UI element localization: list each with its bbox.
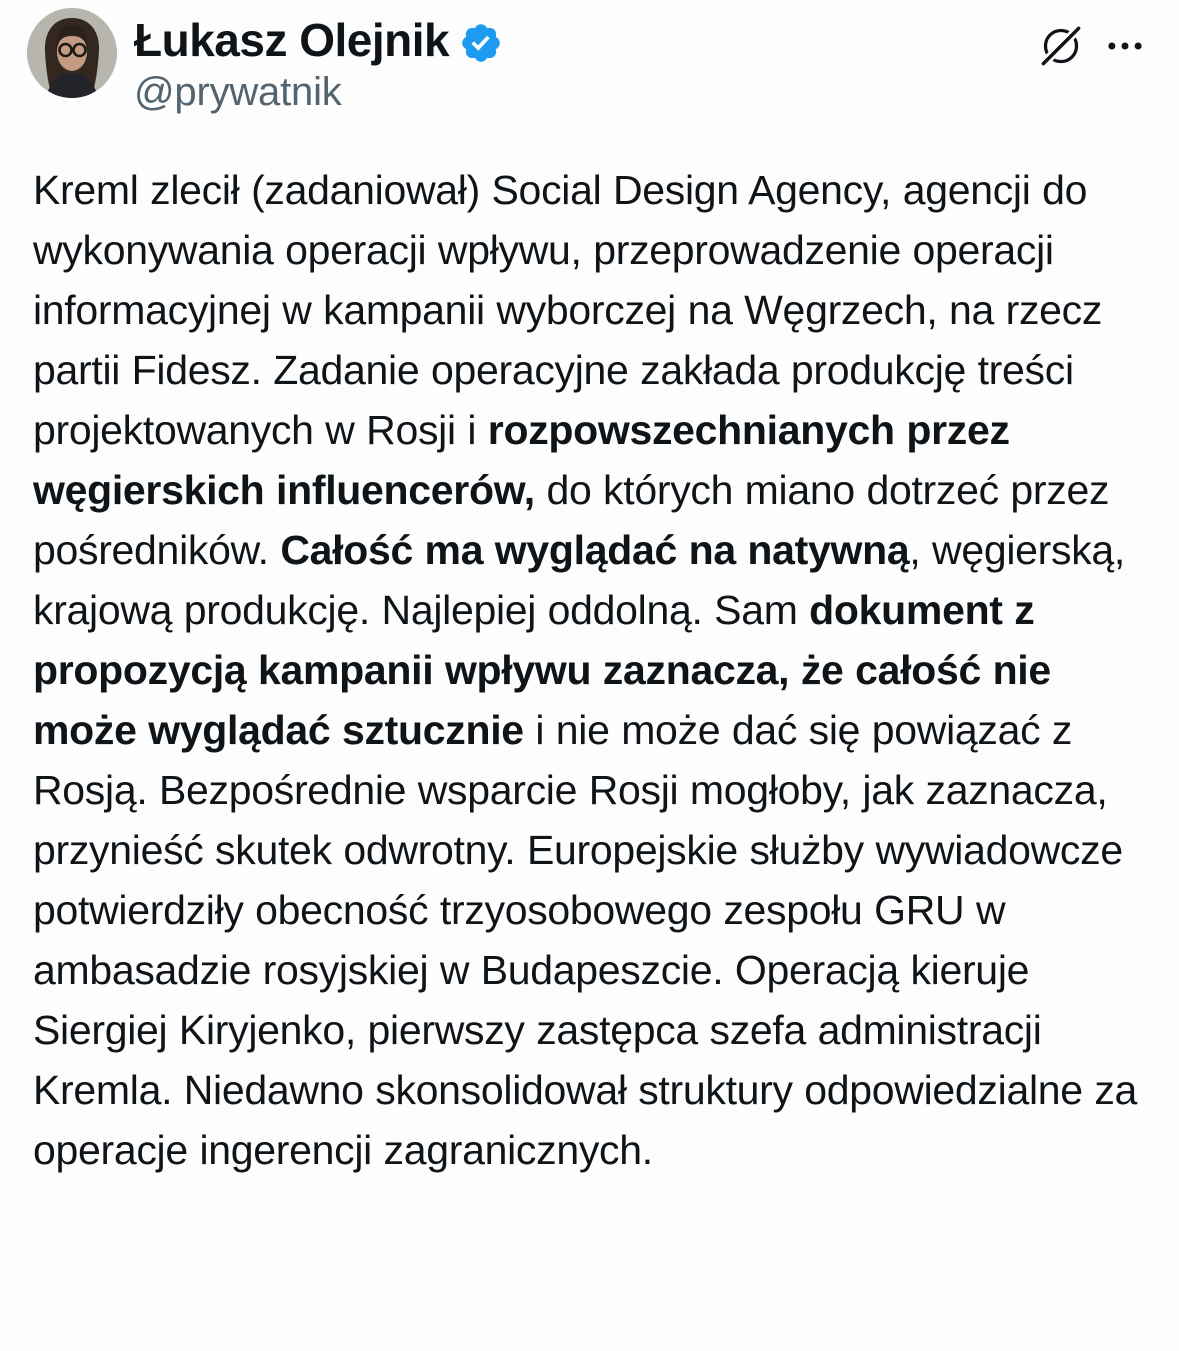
- more-button[interactable]: [1101, 22, 1149, 70]
- tweet-text-bold-segment: Całość ma wyglądać na natywną: [280, 527, 910, 573]
- display-name[interactable]: Łukasz Olejnik: [134, 14, 450, 67]
- grok-icon: [1038, 23, 1084, 69]
- header-actions: [1037, 8, 1149, 70]
- grok-button[interactable]: [1037, 22, 1085, 70]
- tweet-header: [27, 8, 1149, 115]
- tweet-text-segment: , węgierską, krajową produkcję. Najlepiej oddolną. Sam: [33, 527, 1126, 633]
- tweet-text: [33, 160, 1149, 1180]
- tweet-text-bold-segment: rozpowszechnianych przez węgierskich influencerów,: [33, 407, 1010, 513]
- name-row: [134, 16, 503, 65]
- tweet-text-segment: i nie może dać się powiązać z Rosją. Bezpośrednie wsparcie Rosji mogłoby, jak zaznacza, przynieść skutek odwrotny. Europejskie służby wywiadowcze potwierdziły obecność trzyosobowego zespołu GRU w ambasadzie rosyjskiej w Budapeszcie. Operacją kieruje Siergiej Kiryjenko, pierwszy zastępca szefa administracji Kremla. Niedawno skonsolidował struktury odpowiedzialne za operacje ingerencji zagranicznych.: [33, 707, 1138, 1173]
- tweet-text-bold-segment: dokument z propozycją kampanii wpływu zaznacza, że całość nie może wyglądać sztucznie: [33, 587, 1051, 753]
- more-ellipsis-icon: [1104, 25, 1146, 67]
- tweet-text-segment: do których miano dotrzeć przez pośredników.: [33, 467, 1110, 573]
- user-handle: @prywatnik: [134, 70, 342, 114]
- avatar[interactable]: [27, 8, 117, 98]
- verified-check-icon[interactable]: [459, 21, 503, 65]
- name-block: [134, 8, 503, 115]
- tweet-text-segment: Kreml zlecił (zadaniował) Social Design Agency, agencji do wykonywania operacji wpływu, przeprowadzenie operacji informacyjnej w kampanii wyborczej na Węgrzech, na rzecz partii Fidesz. Zadanie operacyjne zakłada produkcję treści projektowanych w Rosji i: [33, 167, 1103, 453]
- avatar-portrait-image: [27, 8, 117, 98]
